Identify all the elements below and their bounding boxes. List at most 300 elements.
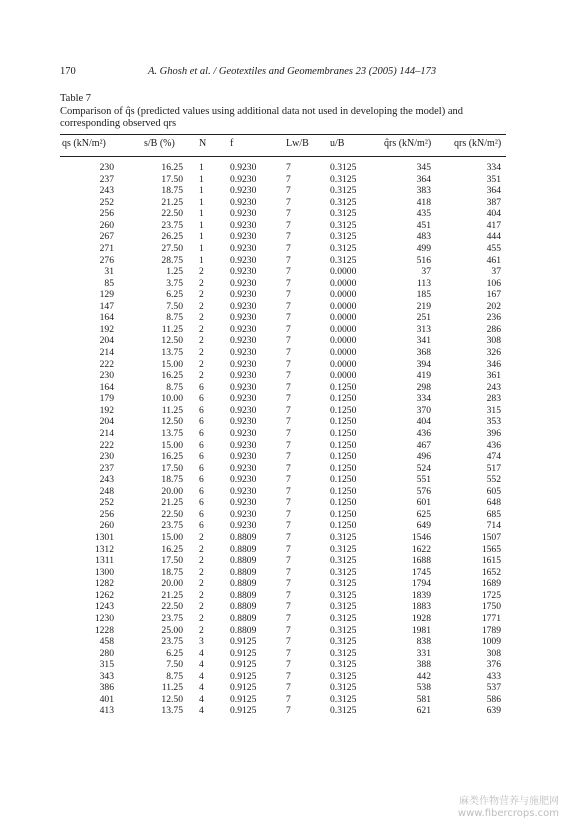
table-row xyxy=(60,266,506,278)
n-cell: 1 xyxy=(199,242,204,254)
u-over-b-cell: 0.0000 xyxy=(330,277,357,289)
predicted-qrs-cell: 388 xyxy=(416,659,431,671)
predicted-qrs-cell: 1546 xyxy=(411,532,431,543)
observed-qrs-cell: 236 xyxy=(486,312,501,324)
f-cell: 0.9230 xyxy=(230,266,257,278)
f-cell: 0.9230 xyxy=(230,323,257,335)
u-over-b-cell: 0.1250 xyxy=(330,393,357,405)
s-over-b-cell: 13.75 xyxy=(161,705,183,717)
journal-citation: A. Ghosh et al. / Geotextiles and Geomembranes 23 (2005) 144–173 xyxy=(148,66,437,77)
f-cell: 0.9230 xyxy=(230,347,257,358)
u-over-b-cell: 0.3125 xyxy=(330,196,357,208)
n-cell: 6 xyxy=(199,474,204,486)
u-over-b-cell: 0.1250 xyxy=(330,462,357,474)
f-cell: 0.9230 xyxy=(230,196,257,208)
table-row xyxy=(60,220,506,232)
s-over-b-cell: 11.25 xyxy=(161,404,183,416)
u-over-b-cell: 0.1250 xyxy=(330,485,357,497)
f-cell: 0.8809 xyxy=(230,589,257,601)
u-over-b-cell: 0.1250 xyxy=(330,508,357,520)
s-over-b-cell: 25.00 xyxy=(161,624,183,636)
s-over-b-cell: 6.25 xyxy=(166,289,183,301)
f-cell: 0.8809 xyxy=(230,566,257,578)
table-row xyxy=(60,613,506,625)
lw-over-b-cell: 7 xyxy=(286,208,291,220)
f-cell: 0.9125 xyxy=(230,670,257,682)
s-over-b-cell: 22.50 xyxy=(161,208,183,220)
table-row xyxy=(60,590,506,602)
lw-over-b-cell: 7 xyxy=(286,451,291,463)
predicted-qrs-cell: 625 xyxy=(416,508,431,520)
observed-qrs-cell: 417 xyxy=(486,219,501,231)
lw-over-b-cell: 7 xyxy=(286,335,291,347)
predicted-qrs-cell: 394 xyxy=(416,358,431,370)
lw-over-b-cell: 7 xyxy=(286,612,291,624)
lw-over-b-cell: 7 xyxy=(286,636,291,648)
observed-qrs-cell: 552 xyxy=(486,474,501,486)
lw-over-b-cell: 7 xyxy=(286,508,291,520)
predicted-qrs-cell: 418 xyxy=(416,196,431,208)
observed-qrs-cell: 361 xyxy=(486,370,501,382)
u-over-b-cell: 0.3125 xyxy=(330,208,357,220)
table-row xyxy=(60,231,506,243)
lw-over-b-cell: 7 xyxy=(286,277,291,289)
header-u-over-b: u/B xyxy=(330,138,345,149)
n-cell: 2 xyxy=(199,532,204,543)
table-row xyxy=(60,289,506,301)
predicted-qrs-cell: 1883 xyxy=(411,601,431,613)
u-over-b-cell: 0.1250 xyxy=(330,439,357,451)
lw-over-b-cell: 7 xyxy=(286,300,291,312)
table-row xyxy=(60,428,506,440)
u-over-b-cell: 0.0000 xyxy=(330,266,357,278)
u-over-b-cell: 0.3125 xyxy=(330,589,357,601)
table-row xyxy=(60,520,506,532)
predicted-qrs-cell: 364 xyxy=(416,173,431,185)
table-row xyxy=(60,601,506,613)
predicted-qrs-cell: 576 xyxy=(416,485,431,497)
s-over-b-cell: 8.75 xyxy=(166,312,183,324)
lw-over-b-cell: 7 xyxy=(286,196,291,208)
n-cell: 2 xyxy=(199,578,204,590)
s-over-b-cell: 18.75 xyxy=(161,474,183,486)
qs-cell: 315 xyxy=(99,659,114,671)
u-over-b-cell: 0.3125 xyxy=(330,254,357,266)
header-lw-over-b: Lw/B xyxy=(286,138,309,149)
table-row xyxy=(60,509,506,521)
s-over-b-cell: 12.50 xyxy=(161,416,183,428)
observed-qrs-cell: 1689 xyxy=(481,578,501,590)
lw-over-b-cell: 7 xyxy=(286,543,291,555)
f-cell: 0.9230 xyxy=(230,300,257,312)
lw-over-b-cell: 7 xyxy=(286,173,291,185)
qs-cell: 129 xyxy=(99,289,114,301)
table-row xyxy=(60,705,506,717)
table-row xyxy=(60,671,506,683)
u-over-b-cell: 0.3125 xyxy=(330,231,357,243)
table-row xyxy=(60,463,506,475)
u-over-b-cell: 0.3125 xyxy=(330,601,357,613)
qs-cell: 214 xyxy=(99,347,114,358)
f-cell: 0.9230 xyxy=(230,381,257,393)
qs-cell: 1228 xyxy=(94,624,114,636)
predicted-qrs-cell: 442 xyxy=(416,670,431,682)
lw-over-b-cell: 7 xyxy=(286,670,291,682)
table-row xyxy=(60,243,506,255)
qs-cell: 260 xyxy=(99,520,114,532)
u-over-b-cell: 0.0000 xyxy=(330,300,357,312)
qs-cell: 230 xyxy=(99,162,114,173)
predicted-qrs-cell: 370 xyxy=(416,404,431,416)
n-cell: 1 xyxy=(199,219,204,231)
qs-cell: 204 xyxy=(99,335,114,347)
observed-qrs-cell: 639 xyxy=(486,705,501,717)
observed-qrs-cell: 308 xyxy=(486,647,501,659)
n-cell: 2 xyxy=(199,601,204,613)
u-over-b-cell: 0.0000 xyxy=(330,323,357,335)
f-cell: 0.9125 xyxy=(230,647,257,659)
observed-qrs-cell: 286 xyxy=(486,323,501,335)
predicted-qrs-cell: 436 xyxy=(416,427,431,439)
predicted-qrs-cell: 251 xyxy=(416,312,431,324)
lw-over-b-cell: 7 xyxy=(286,601,291,613)
observed-qrs-cell: 436 xyxy=(486,439,501,451)
n-cell: 6 xyxy=(199,485,204,497)
u-over-b-cell: 0.0000 xyxy=(330,312,357,324)
lw-over-b-cell: 7 xyxy=(286,323,291,335)
predicted-qrs-cell: 331 xyxy=(416,647,431,659)
observed-qrs-cell: 202 xyxy=(486,300,501,312)
qs-cell: 1312 xyxy=(94,543,114,555)
u-over-b-cell: 0.0000 xyxy=(330,358,357,370)
u-over-b-cell: 0.0000 xyxy=(330,289,357,301)
observed-qrs-cell: 334 xyxy=(486,162,501,173)
qs-cell: 85 xyxy=(104,277,114,289)
observed-qrs-cell: 474 xyxy=(486,451,501,463)
u-over-b-cell: 0.3125 xyxy=(330,612,357,624)
table-row xyxy=(60,382,506,394)
qs-cell: 243 xyxy=(99,185,114,197)
lw-over-b-cell: 7 xyxy=(286,497,291,509)
header-qs: qs (kN/m²) xyxy=(62,138,106,149)
n-cell: 2 xyxy=(199,335,204,347)
observed-qrs-cell: 1009 xyxy=(481,636,501,648)
observed-qrs-cell: 537 xyxy=(486,682,501,694)
qs-cell: 243 xyxy=(99,474,114,486)
qs-cell: 1282 xyxy=(94,578,114,590)
s-over-b-cell: 23.75 xyxy=(161,636,183,648)
lw-over-b-cell: 7 xyxy=(286,254,291,266)
predicted-qrs-cell: 368 xyxy=(416,347,431,358)
qs-cell: 31 xyxy=(104,266,114,278)
observed-qrs-cell: 387 xyxy=(486,196,501,208)
n-cell: 2 xyxy=(199,347,204,358)
f-cell: 0.9230 xyxy=(230,277,257,289)
n-cell: 1 xyxy=(199,162,204,173)
lw-over-b-cell: 7 xyxy=(286,427,291,439)
u-over-b-cell: 0.3125 xyxy=(330,659,357,671)
predicted-qrs-cell: 601 xyxy=(416,497,431,509)
n-cell: 6 xyxy=(199,381,204,393)
u-over-b-cell: 0.3125 xyxy=(330,173,357,185)
lw-over-b-cell: 7 xyxy=(286,312,291,324)
predicted-qrs-cell: 1745 xyxy=(411,566,431,578)
lw-over-b-cell: 7 xyxy=(286,532,291,543)
u-over-b-cell: 0.0000 xyxy=(330,370,357,382)
lw-over-b-cell: 7 xyxy=(286,578,291,590)
table-row xyxy=(60,659,506,671)
n-cell: 4 xyxy=(199,659,204,671)
table-row xyxy=(60,474,506,486)
lw-over-b-cell: 7 xyxy=(286,647,291,659)
f-cell: 0.9230 xyxy=(230,208,257,220)
n-cell: 2 xyxy=(199,266,204,278)
qs-cell: 271 xyxy=(99,242,114,254)
predicted-qrs-cell: 451 xyxy=(416,219,431,231)
table-caption-line-2: corresponding observed qrs xyxy=(60,118,177,129)
f-cell: 0.9125 xyxy=(230,682,257,694)
f-cell: 0.9125 xyxy=(230,705,257,717)
f-cell: 0.9230 xyxy=(230,439,257,451)
n-cell: 2 xyxy=(199,323,204,335)
f-cell: 0.9125 xyxy=(230,659,257,671)
s-over-b-cell: 11.25 xyxy=(161,323,183,335)
predicted-qrs-cell: 538 xyxy=(416,682,431,694)
s-over-b-cell: 8.75 xyxy=(166,381,183,393)
s-over-b-cell: 17.50 xyxy=(161,173,183,185)
observed-qrs-cell: 308 xyxy=(486,335,501,347)
lw-over-b-cell: 7 xyxy=(286,381,291,393)
f-cell: 0.9230 xyxy=(230,427,257,439)
observed-qrs-cell: 396 xyxy=(486,427,501,439)
s-over-b-cell: 1.25 xyxy=(166,266,183,278)
predicted-qrs-cell: 345 xyxy=(416,162,431,173)
observed-qrs-cell: 517 xyxy=(486,462,501,474)
s-over-b-cell: 16.25 xyxy=(161,543,183,555)
predicted-qrs-cell: 341 xyxy=(416,335,431,347)
qs-cell: 164 xyxy=(99,312,114,324)
table-header-row xyxy=(60,138,506,152)
f-cell: 0.9230 xyxy=(230,185,257,197)
lw-over-b-cell: 7 xyxy=(286,705,291,717)
table-row xyxy=(60,497,506,509)
table-row xyxy=(60,544,506,556)
observed-qrs-cell: 315 xyxy=(486,404,501,416)
qs-cell: 147 xyxy=(99,300,114,312)
observed-qrs-cell: 461 xyxy=(486,254,501,266)
n-cell: 4 xyxy=(199,705,204,717)
table-row xyxy=(60,636,506,648)
predicted-qrs-cell: 1839 xyxy=(411,589,431,601)
lw-over-b-cell: 7 xyxy=(286,566,291,578)
predicted-qrs-cell: 37 xyxy=(421,266,431,278)
u-over-b-cell: 0.3125 xyxy=(330,543,357,555)
qs-cell: 256 xyxy=(99,208,114,220)
n-cell: 2 xyxy=(199,277,204,289)
table-row xyxy=(60,347,506,359)
qs-cell: 248 xyxy=(99,485,114,497)
predicted-qrs-cell: 483 xyxy=(416,231,431,243)
f-cell: 0.9230 xyxy=(230,497,257,509)
n-cell: 6 xyxy=(199,520,204,532)
s-over-b-cell: 18.75 xyxy=(161,185,183,197)
table-row xyxy=(60,324,506,336)
n-cell: 1 xyxy=(199,196,204,208)
f-cell: 0.9230 xyxy=(230,370,257,382)
s-over-b-cell: 16.25 xyxy=(161,370,183,382)
observed-qrs-cell: 364 xyxy=(486,185,501,197)
observed-qrs-cell: 1507 xyxy=(481,532,501,543)
table-row xyxy=(60,648,506,660)
table-row xyxy=(60,359,506,371)
u-over-b-cell: 0.3125 xyxy=(330,162,357,173)
qs-cell: 267 xyxy=(99,231,114,243)
lw-over-b-cell: 7 xyxy=(286,231,291,243)
observed-qrs-cell: 444 xyxy=(486,231,501,243)
qs-cell: 1300 xyxy=(94,566,114,578)
s-over-b-cell: 17.50 xyxy=(161,462,183,474)
s-over-b-cell: 7.50 xyxy=(166,300,183,312)
lw-over-b-cell: 7 xyxy=(286,555,291,567)
predicted-qrs-cell: 113 xyxy=(416,277,431,289)
lw-over-b-cell: 7 xyxy=(286,266,291,278)
qs-cell: 276 xyxy=(99,254,114,266)
lw-over-b-cell: 7 xyxy=(286,162,291,173)
f-cell: 0.8809 xyxy=(230,543,257,555)
qs-cell: 222 xyxy=(99,358,114,370)
table-row xyxy=(60,255,506,267)
f-cell: 0.9230 xyxy=(230,312,257,324)
table-row xyxy=(60,578,506,590)
n-cell: 6 xyxy=(199,462,204,474)
s-over-b-cell: 28.75 xyxy=(161,254,183,266)
s-over-b-cell: 12.50 xyxy=(161,693,183,705)
s-over-b-cell: 22.50 xyxy=(161,508,183,520)
predicted-qrs-cell: 1794 xyxy=(411,578,431,590)
table-row xyxy=(60,278,506,290)
table-row xyxy=(60,185,506,197)
n-cell: 1 xyxy=(199,208,204,220)
f-cell: 0.8809 xyxy=(230,612,257,624)
u-over-b-cell: 0.3125 xyxy=(330,578,357,590)
n-cell: 2 xyxy=(199,566,204,578)
table-top-rule xyxy=(60,134,506,135)
qs-cell: 1262 xyxy=(94,589,114,601)
u-over-b-cell: 0.3125 xyxy=(330,532,357,543)
u-over-b-cell: 0.1250 xyxy=(330,381,357,393)
observed-qrs-cell: 243 xyxy=(486,381,501,393)
f-cell: 0.9230 xyxy=(230,404,257,416)
s-over-b-cell: 8.75 xyxy=(166,670,183,682)
table-row xyxy=(60,301,506,313)
u-over-b-cell: 0.3125 xyxy=(330,636,357,648)
qs-cell: 1311 xyxy=(95,555,114,567)
table-row xyxy=(60,440,506,452)
qs-cell: 1230 xyxy=(94,612,114,624)
observed-qrs-cell: 1565 xyxy=(481,543,501,555)
u-over-b-cell: 0.3125 xyxy=(330,185,357,197)
s-over-b-cell: 15.00 xyxy=(161,439,183,451)
f-cell: 0.8809 xyxy=(230,578,257,590)
s-over-b-cell: 15.00 xyxy=(161,532,183,543)
s-over-b-cell: 6.25 xyxy=(166,647,183,659)
qs-cell: 386 xyxy=(99,682,114,694)
observed-qrs-cell: 376 xyxy=(486,659,501,671)
observed-qrs-cell: 714 xyxy=(486,520,501,532)
s-over-b-cell: 23.75 xyxy=(161,612,183,624)
n-cell: 2 xyxy=(199,589,204,601)
table-row xyxy=(60,393,506,405)
table-header-rule xyxy=(60,156,506,157)
observed-qrs-cell: 167 xyxy=(486,289,501,301)
n-cell: 4 xyxy=(199,682,204,694)
f-cell: 0.9230 xyxy=(230,474,257,486)
predicted-qrs-cell: 383 xyxy=(416,185,431,197)
predicted-qrs-cell: 516 xyxy=(416,254,431,266)
s-over-b-cell: 16.25 xyxy=(161,162,183,173)
qs-cell: 214 xyxy=(99,427,114,439)
lw-over-b-cell: 7 xyxy=(286,439,291,451)
n-cell: 6 xyxy=(199,393,204,405)
watermark-line-1: 麻类作物营养与施肥网 xyxy=(459,796,559,807)
qs-cell: 260 xyxy=(99,219,114,231)
lw-over-b-cell: 7 xyxy=(286,624,291,636)
table-row xyxy=(60,370,506,382)
u-over-b-cell: 0.3125 xyxy=(330,682,357,694)
u-over-b-cell: 0.1250 xyxy=(330,451,357,463)
lw-over-b-cell: 7 xyxy=(286,682,291,694)
predicted-qrs-cell: 551 xyxy=(416,474,431,486)
header-predicted-qrs: q̂rs (kN/m²) xyxy=(384,138,432,149)
qs-cell: 252 xyxy=(99,497,114,509)
table-row xyxy=(60,625,506,637)
lw-over-b-cell: 7 xyxy=(286,693,291,705)
observed-qrs-cell: 351 xyxy=(486,173,501,185)
predicted-qrs-cell: 649 xyxy=(416,520,431,532)
f-cell: 0.9230 xyxy=(230,508,257,520)
f-cell: 0.8809 xyxy=(230,624,257,636)
u-over-b-cell: 0.3125 xyxy=(330,555,357,567)
qs-cell: 343 xyxy=(99,670,114,682)
predicted-qrs-cell: 313 xyxy=(416,323,431,335)
s-over-b-cell: 13.75 xyxy=(161,347,183,358)
header-f: f xyxy=(230,138,234,149)
page-number: 170 xyxy=(60,66,76,77)
s-over-b-cell: 16.25 xyxy=(161,451,183,463)
qs-cell: 280 xyxy=(99,647,114,659)
f-cell: 0.9230 xyxy=(230,242,257,254)
predicted-qrs-cell: 219 xyxy=(416,300,431,312)
watermark-line-2: www.fibercrops.com xyxy=(457,808,559,819)
f-cell: 0.9230 xyxy=(230,219,257,231)
s-over-b-cell: 21.25 xyxy=(161,589,183,601)
predicted-qrs-cell: 298 xyxy=(416,381,431,393)
table-row xyxy=(60,567,506,579)
s-over-b-cell: 22.50 xyxy=(161,601,183,613)
qs-cell: 192 xyxy=(99,404,114,416)
n-cell: 4 xyxy=(199,670,204,682)
n-cell: 6 xyxy=(199,416,204,428)
observed-qrs-cell: 1725 xyxy=(481,589,501,601)
u-over-b-cell: 0.1250 xyxy=(330,497,357,509)
table-row xyxy=(60,682,506,694)
n-cell: 2 xyxy=(199,612,204,624)
n-cell: 6 xyxy=(199,451,204,463)
qs-cell: 230 xyxy=(99,370,114,382)
lw-over-b-cell: 7 xyxy=(286,416,291,428)
table-row xyxy=(60,162,506,174)
n-cell: 2 xyxy=(199,312,204,324)
